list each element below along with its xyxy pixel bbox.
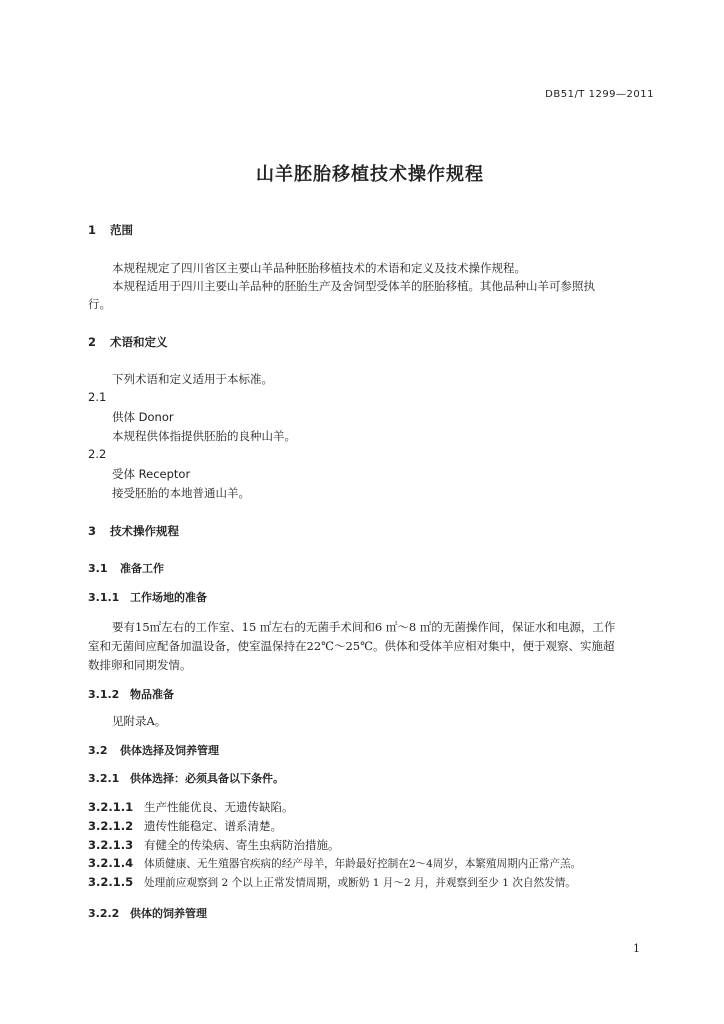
list-item xyxy=(88,875,576,890)
subsection-title: 供体选择及饲养管理 xyxy=(120,744,219,757)
clause-number: 2.2 xyxy=(88,447,107,461)
section-number: 1 xyxy=(88,223,97,237)
paragraph: 本规程规定了四川省区主要山羊品种胚胎移植技术的术语和定义及技术操作规程。 xyxy=(112,261,526,275)
subsection-title: 准备工作 xyxy=(120,562,164,575)
section-heading-2 xyxy=(88,334,168,350)
list-item-number: 3.2.1.1 xyxy=(88,800,134,814)
subsection-heading xyxy=(88,589,207,605)
page-number: 1 xyxy=(633,942,640,955)
term-heading: 供体 Donor xyxy=(112,410,174,424)
section-heading-3 xyxy=(88,523,179,539)
term-definition: 本规程供体指提供胚胎的良种山羊。 xyxy=(112,429,296,443)
list-item-number: 3.2.1.4 xyxy=(88,856,134,870)
section-title: 技术操作规程 xyxy=(110,524,179,538)
subsection-heading xyxy=(88,770,284,786)
subsection-title: 工作场地的准备 xyxy=(130,591,207,604)
subsection-heading xyxy=(88,742,219,758)
list-item-number: 3.2.1.2 xyxy=(88,819,134,833)
paragraph: 本规程适用于四川主要山羊品种的胚胎生产及舍饲型受体羊的胚胎移植。其他品种山羊可参照执 xyxy=(112,279,595,293)
list-item-number: 3.2.1.5 xyxy=(88,875,134,889)
subsection-title: 供体选择：必须具备以下条件。 xyxy=(130,772,284,785)
list-item xyxy=(88,799,294,815)
subsection-number: 3.1 xyxy=(88,562,108,575)
section-number: 3 xyxy=(88,524,97,538)
list-item-text: 处理前应观察到 2 个以上正常发情周期，或断奶 1 月～2 月，并观察到至少 1 次自然发情。 xyxy=(144,877,576,889)
list-item xyxy=(88,818,282,834)
list-item-text: 有健全的传染病、寄生虫病防治措施。 xyxy=(144,838,340,852)
paragraph: 室和无菌间应配备加温设备，使室温保持在22℃～25℃。供体和受体羊应相对集中，便于观察、实施超 xyxy=(88,639,615,653)
document-title: 山羊胚胎移植技术操作规程 xyxy=(256,164,484,185)
paragraph: 下列术语和定义适用于本标准。 xyxy=(112,372,273,386)
list-item-text: 生产性能优良、无遗传缺陷。 xyxy=(144,800,294,814)
paragraph: 要有15㎡左右的工作室、15 ㎡左右的无菌手术间和6 ㎡～8 ㎡的无菌操作间，保证水和电源，工作 xyxy=(112,620,616,634)
section-title: 术语和定义 xyxy=(110,335,168,349)
section-heading-1 xyxy=(88,222,133,238)
list-item-text: 遗传性能稳定、谱系清楚。 xyxy=(144,819,282,833)
list-item xyxy=(88,837,340,853)
subsection-number: 3.2.2 xyxy=(88,907,120,920)
list-item-text: 体质健康、无生殖器官疾病的经产母羊，年龄最好控制在2～4周岁，本繁殖周期内正常产羔。 xyxy=(144,858,582,870)
term-definition: 接受胚胎的本地普通山羊。 xyxy=(112,486,250,500)
section-number: 2 xyxy=(88,335,97,349)
list-item-number: 3.2.1.3 xyxy=(88,838,134,852)
subsection-number: 3.1.2 xyxy=(88,688,120,701)
subsection-heading xyxy=(88,686,174,702)
subsection-title: 物品准备 xyxy=(130,688,174,701)
subsection-heading xyxy=(88,905,207,921)
paragraph: 见附录A。 xyxy=(112,714,167,728)
clause-number: 2.1 xyxy=(88,390,107,404)
list-item xyxy=(88,856,581,871)
term-heading: 受体 Receptor xyxy=(112,467,191,481)
document-code: DB51/T 1299—2011 xyxy=(545,89,654,100)
paragraph: 数排卵和同期发情。 xyxy=(88,658,192,672)
section-title: 范围 xyxy=(110,223,133,237)
subsection-number: 3.2 xyxy=(88,744,108,757)
subsection-number: 3.1.1 xyxy=(88,591,120,604)
subsection-number: 3.2.1 xyxy=(88,772,120,785)
paragraph-continuation: 行。 xyxy=(88,297,111,311)
subsection-title: 供体的饲养管理 xyxy=(130,907,207,920)
subsection-heading xyxy=(88,560,164,576)
